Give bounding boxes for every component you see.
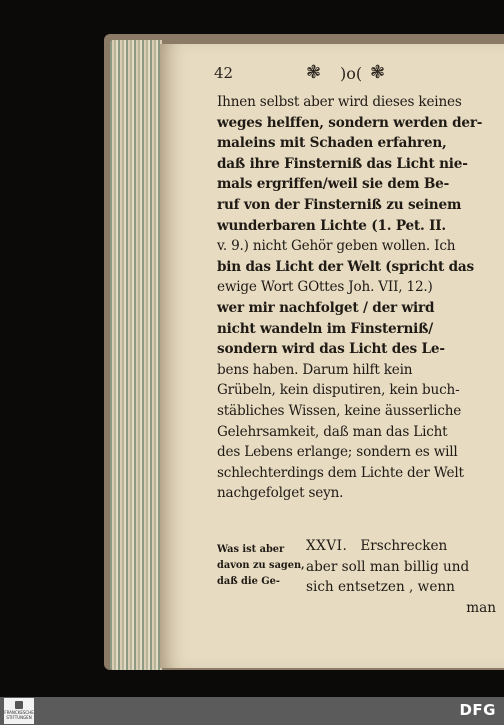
catchword: man: [466, 599, 496, 616]
text-line: maleins mit Schaden erfahren,: [217, 135, 447, 152]
book-page: [160, 44, 504, 668]
viewer-footer-bar: [0, 697, 504, 725]
text-line: nachgefolget seyn.: [217, 485, 344, 502]
text-line: Ihnen selbst aber wird dieses keines: [217, 94, 462, 110]
text-line: Grübeln, kein disputiren, kein buch-: [217, 382, 460, 399]
text-line: stäbliches Wissen, keine äusserliche: [217, 402, 462, 419]
text-line: Gelehrsamkeit, daß man das Licht: [217, 423, 448, 440]
text-line: bens haben. Darum hilft kein: [217, 361, 413, 378]
section-heading-line: [306, 536, 496, 557]
body-text: [217, 92, 491, 504]
page-number: 42: [214, 64, 234, 82]
text-line: schlechterdings dem Lichte der Welt: [217, 464, 464, 481]
page-header: [214, 62, 494, 88]
section-number: XXVI.: [306, 538, 348, 554]
ornament-flower-icon: ❃: [306, 62, 322, 83]
text-line: wer mir nachfolget / der wird: [217, 299, 435, 316]
page-stack-edges: [110, 40, 162, 670]
text-line: aber soll man billig und: [306, 558, 470, 575]
text-line: ruf von der Finsterniß zu seinem: [217, 196, 462, 213]
margin-note-line: davon zu sagen,: [217, 560, 305, 571]
dfg-logo: DFG: [459, 701, 496, 719]
logo-mark-icon: [15, 701, 23, 709]
text-line: weges helffen, sondern werden der-: [217, 114, 483, 131]
text-line: sich entsetzen , wenn: [306, 579, 455, 596]
margin-note: [217, 542, 303, 590]
institution-logo: [4, 698, 34, 724]
text-line: ewige Wort GOttes Joh. VII, 12.): [217, 279, 433, 296]
section-text: [306, 536, 496, 618]
text-line: des Lebens erlange; sondern es will: [217, 444, 458, 461]
ornament-flower-icon: ❃: [370, 62, 386, 83]
text-line: wunderbaren Lichte (1. Pet. II.: [217, 217, 446, 234]
text-line: daß ihre Finsterniß das Licht nie-: [217, 155, 468, 172]
text-line: bin das Licht der Welt (spricht das: [217, 258, 474, 275]
institution-logo-text: FRANCKESCHE STIFTUNGEN: [4, 710, 34, 720]
text-line: sondern wird das Licht des Le-: [217, 341, 445, 358]
ornament-center-icon: )o(: [340, 64, 363, 83]
text-line: v. 9.) nicht Gehör geben wollen. Ich: [217, 238, 456, 255]
margin-note-line: Was ist aber: [217, 544, 285, 555]
text-line: mals ergriffen/weil sie dem Be-: [217, 176, 450, 193]
text-line: nicht wandeln im Finsterniß/: [217, 320, 434, 337]
section-first-word: Erschrecken: [360, 538, 448, 554]
margin-note-line: daß die Ge-: [217, 576, 280, 587]
